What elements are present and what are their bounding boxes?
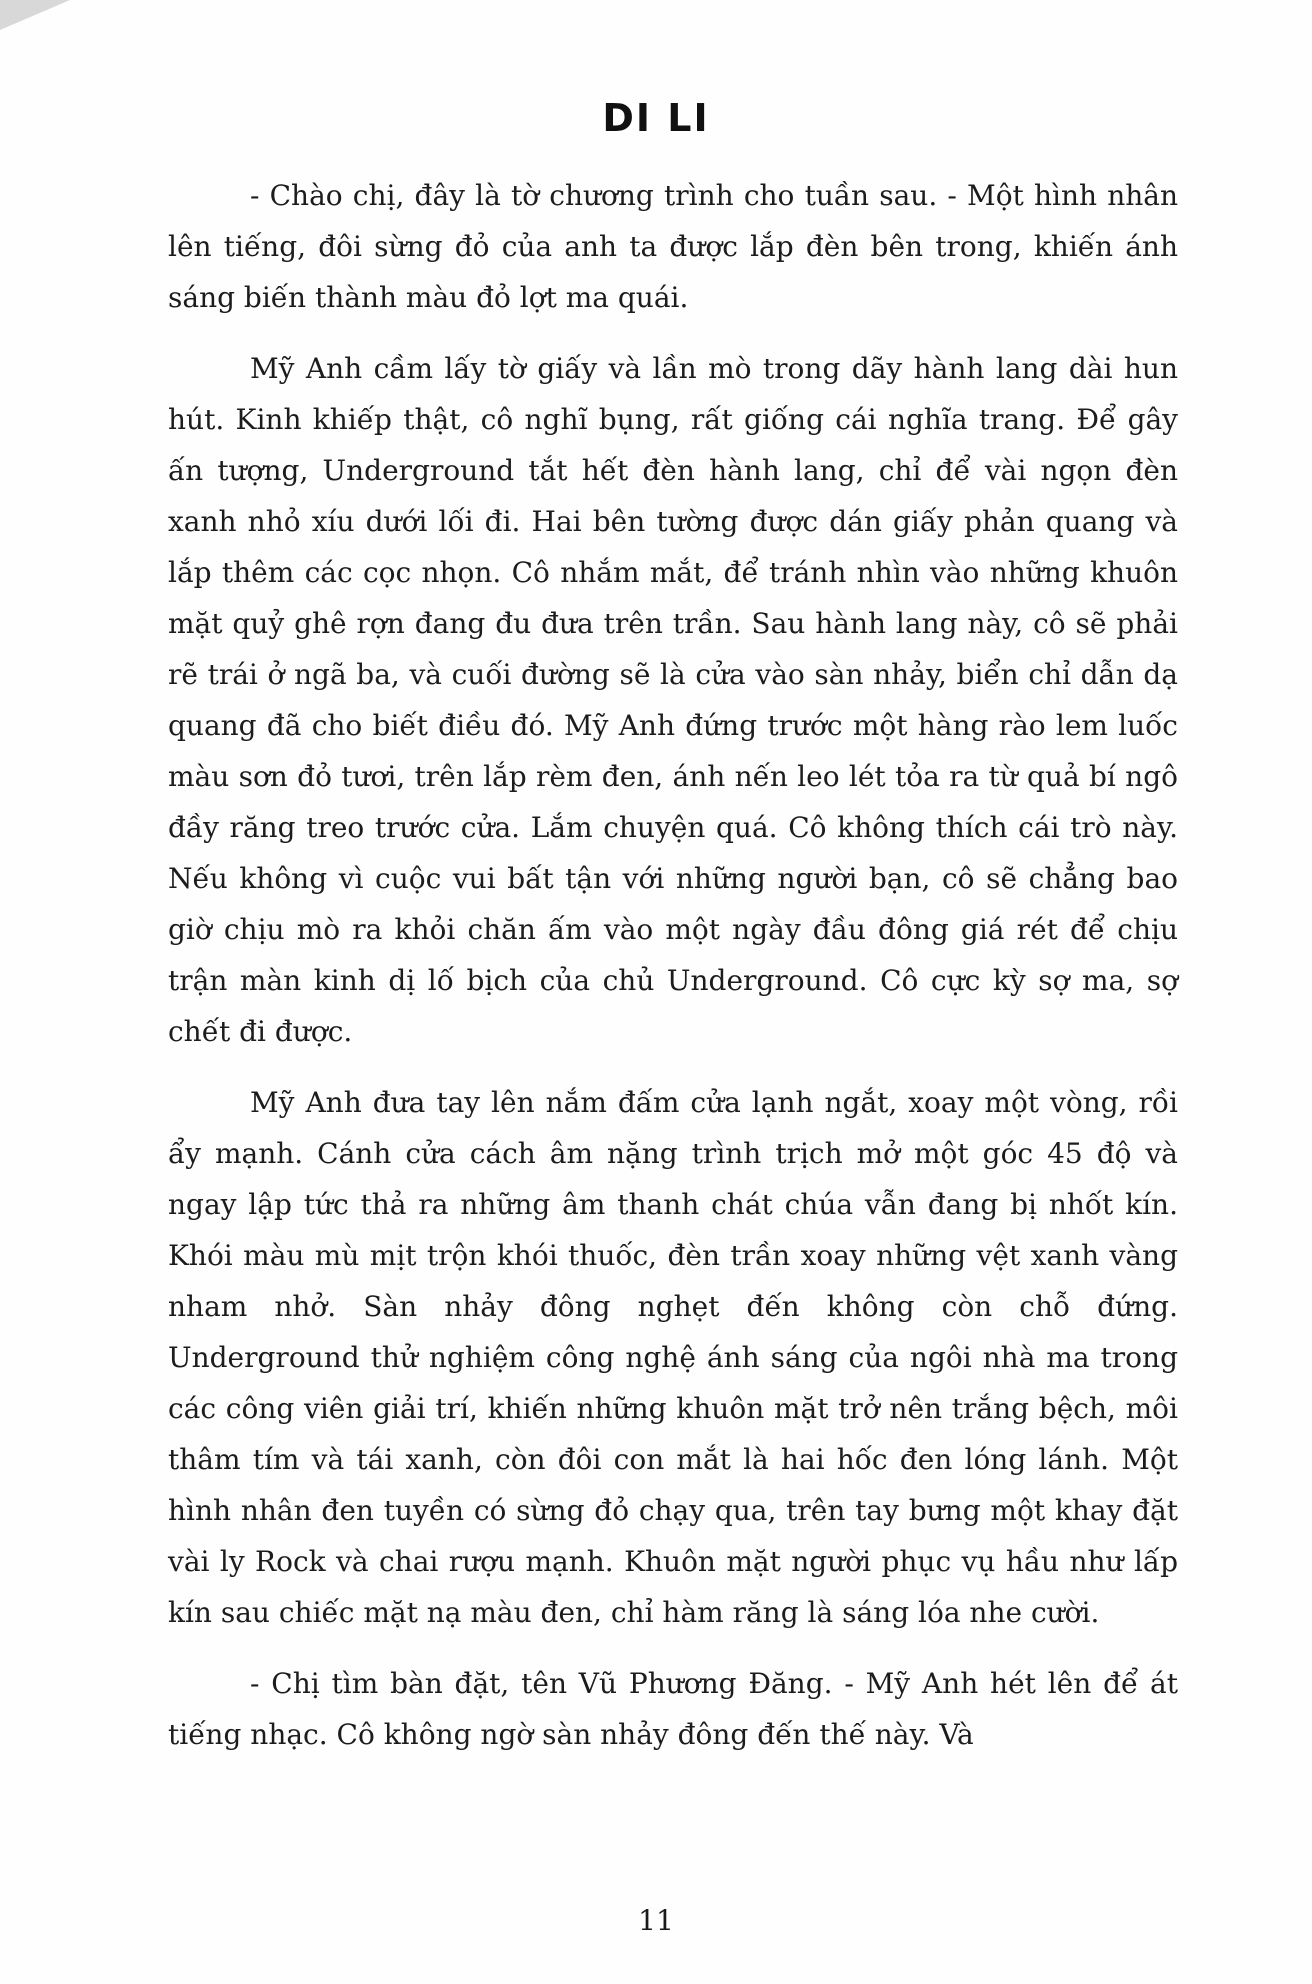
paragraph: Mỹ Anh cầm lấy tờ giấy và lần mò trong dãy hành lang dài hun hút. Kinh khiếp thật, cô nghĩ bụng, rất giống cái nghĩa trang. Để gây ấn tượng, Underground tắt hết đèn hành lang, chỉ để vài ngọn đèn xanh nhỏ xíu dưới lối đi. Hai bên tường được dán giấy phản quang và lắp thêm các cọc nhọn. Cô nhắm mắt, để tránh nhìn vào những khuôn mặt quỷ ghê rợn đang đu đưa trên trần. Sau hành lang này, cô sẽ phải rẽ trái ở ngã ba, và cuối đường sẽ là cửa vào sàn nhảy, biển chỉ dẫn dạ quang đã cho biết điều đó. Mỹ Anh đứng trước một hàng rào lem luốc màu sơn đỏ tươi, trên lắp rèm đen, ánh nến leo lét tỏa ra từ quả bí ngô đầy răng treo trước cửa. Lắm chuyện quá. Cô không thích cái trò này. Nếu không vì cuộc vui bất tận với những người bạn, cô sẽ chẳng bao giờ chịu mò ra khỏi chăn ấm vào một ngày đầu đông giá rét để chịu trận màn kinh dị lố bịch của chủ Underground. Cô cực kỳ sợ ma, sợ chết đi được.	[168, 352, 1178, 1048]
paragraph: - Chị tìm bàn đặt, tên Vũ Phương Đăng. - Mỹ Anh hét lên để át tiếng nhạc. Cô không ngờ sàn nhảy đông đến thế này. Và	[168, 1667, 1178, 1751]
paragraph: Mỹ Anh đưa tay lên nắm đấm cửa lạnh ngắt, xoay một vòng, rồi ẩy mạnh. Cánh cửa cách âm nặng trình trịch mở một góc 45 độ và ngay lập tức thả ra những âm thanh chát chúa vẫn đang bị nhốt kín. Khói màu mù mịt trộn khói thuốc, đèn trần xoay những vệt xanh vàng nham nhở. Sàn nhảy đông nghẹt đến không còn chỗ đứng. Underground thử nghiệm công nghệ ánh sáng của ngôi nhà ma trong các công viên giải trí, khiến những khuôn mặt trở nên trắng bệch, môi thâm tím và tái xanh, còn đôi con mắt là hai hốc đen lóng lánh. Một hình nhân đen tuyền có sừng đỏ chạy qua, trên tay bưng một khay đặt vài ly Rock và chai rượu mạnh. Khuôn mặt người phục vụ hầu như lấp kín sau chiếc mặt nạ màu đen, chỉ hàm răng là sáng lóa nhe cười.	[168, 1086, 1178, 1629]
body-text	[168, 170, 1178, 1780]
paragraph: - Chào chị, đây là tờ chương trình cho tuần sau. - Một hình nhân lên tiếng, đôi sừng đỏ của anh ta được lắp đèn bên trong, khiến ánh sáng biến thành màu đỏ lợt ma quái.	[168, 179, 1178, 314]
page-corner-fold	[0, 0, 70, 30]
page-number: 11	[638, 1904, 674, 1937]
running-title: DI LI	[602, 96, 710, 140]
